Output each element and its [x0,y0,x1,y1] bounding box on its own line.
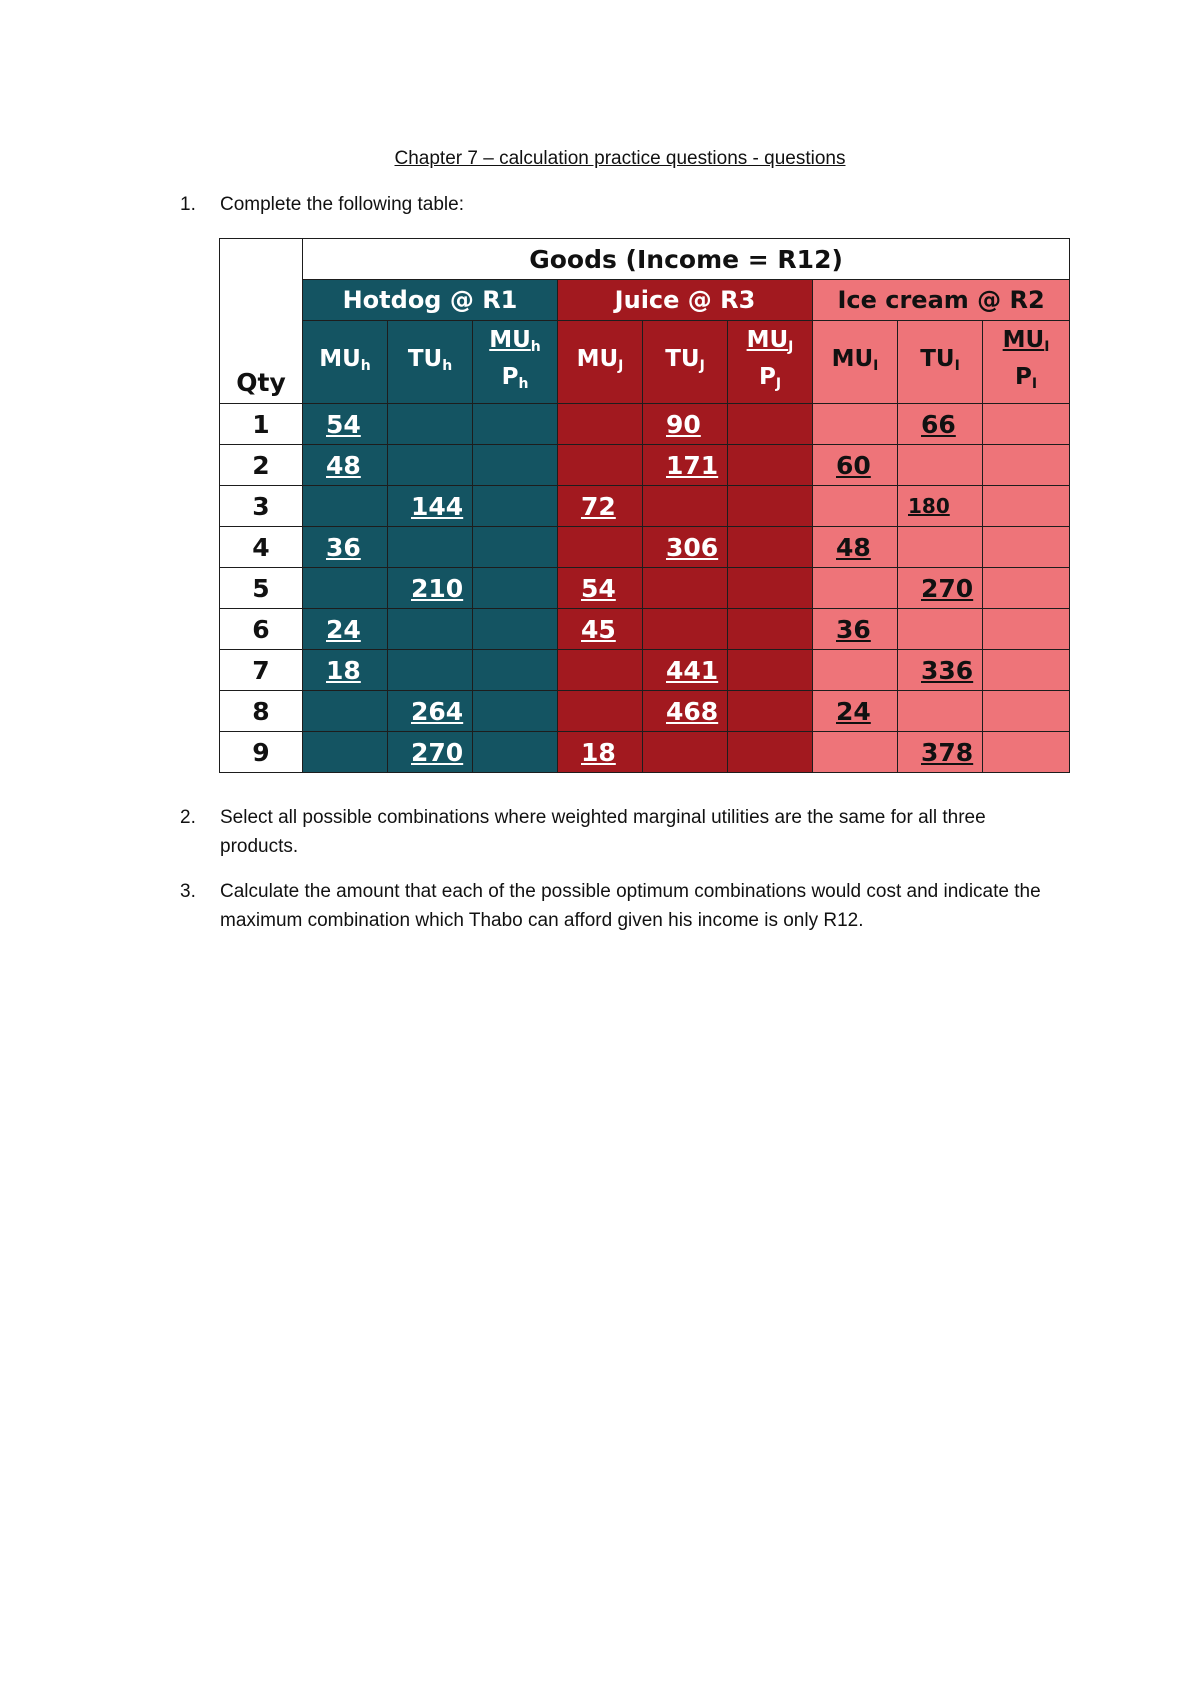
qty-cell: 6 [220,609,303,650]
mu-p-icecream-cell[interactable] [983,732,1070,773]
mu-icecream-cell[interactable]: 24 [813,691,898,732]
table-row [220,404,1070,445]
mu-icecream-cell[interactable]: 36 [813,609,898,650]
mu-p-hotdog-cell[interactable] [473,568,558,609]
mu-icecream-cell[interactable]: 48 [813,527,898,568]
mu-p-hotdog-cell[interactable] [473,609,558,650]
mu-hotdog-cell[interactable]: 48 [303,445,388,486]
tu-icecream-cell[interactable] [898,445,983,486]
mu-juice-cell[interactable] [558,650,643,691]
mu-icecream-header: $MU_I$ [813,321,898,404]
mu-juice-cell[interactable] [558,404,643,445]
table-row [220,527,1070,568]
juice-header: Juice @ R3 [558,280,813,321]
tu-icecream-cell[interactable]: 336 [898,650,983,691]
tu-hotdog-cell[interactable] [388,609,473,650]
tu-icecream-cell[interactable]: 270 [898,568,983,609]
tu-hotdog-cell[interactable]: 270 [388,732,473,773]
mu-hotdog-header: $MU_h$ [303,321,388,404]
mu-icecream-cell[interactable] [813,486,898,527]
mu-p-juice-cell[interactable] [728,445,813,486]
tu-hotdog-cell[interactable] [388,445,473,486]
mu-p-icecream-cell[interactable] [983,527,1070,568]
tu-icecream-cell[interactable]: 66 [898,404,983,445]
mu-hotdog-cell[interactable] [303,486,388,527]
mu-p-juice-cell[interactable] [728,568,813,609]
qty-cell: 1 [220,404,303,445]
tu-juice-cell[interactable] [643,732,728,773]
mu-juice-cell[interactable] [558,691,643,732]
mu-juice-cell[interactable] [558,445,643,486]
mu-juice-cell[interactable]: 18 [558,732,643,773]
mu-icecream-cell[interactable] [813,568,898,609]
tu-juice-cell[interactable]: 468 [643,691,728,732]
mu-hotdog-cell[interactable] [303,568,388,609]
qty-header: Qty [220,239,303,404]
mu-p-juice-cell[interactable] [728,650,813,691]
tu-hotdog-cell[interactable] [388,404,473,445]
mu-p-icecream-cell[interactable] [983,404,1070,445]
mu-p-juice-cell[interactable] [728,691,813,732]
table-row [220,445,1070,486]
question-text: Calculate the amount that each of the possible optimum combinations would cost and indicate the maximum combination which Thabo can afford given his income is only R12. [220,881,1041,931]
tu-hotdog-cell[interactable]: 264 [388,691,473,732]
qty-cell: 4 [220,527,303,568]
mu-p-juice-header: $MU_J$ $P_J$ [728,321,813,404]
mu-hotdog-cell[interactable] [303,732,388,773]
mu-p-hotdog-cell[interactable] [473,527,558,568]
mu-juice-cell[interactable]: 72 [558,486,643,527]
mu-p-juice-cell[interactable] [728,732,813,773]
mu-hotdog-cell[interactable]: 24 [303,609,388,650]
mu-p-hotdog-cell[interactable] [473,650,558,691]
mu-p-icecream-cell[interactable] [983,568,1070,609]
mu-p-juice-cell[interactable] [728,527,813,568]
tu-hotdog-cell[interactable] [388,527,473,568]
mu-hotdog-cell[interactable]: 36 [303,527,388,568]
mu-p-icecream-cell[interactable] [983,691,1070,732]
mu-juice-header: $MU_J$ [558,321,643,404]
table-body [220,404,1070,773]
question-text: Complete the following table: [220,194,464,215]
table-row [220,650,1070,691]
mu-p-icecream-cell[interactable] [983,650,1070,691]
mu-juice-cell[interactable]: 45 [558,609,643,650]
mu-p-hotdog-cell[interactable] [473,486,558,527]
goods-header: Goods (Income = R12) [303,239,1070,280]
question-number: 2. [180,807,196,828]
qty-cell: 2 [220,445,303,486]
tu-icecream-cell[interactable]: 180 [898,486,983,527]
qty-cell: 3 [220,486,303,527]
tu-hotdog-cell[interactable]: 144 [388,486,473,527]
icecream-header: Ice cream @ R2 [813,280,1070,321]
mu-hotdog-cell[interactable] [303,691,388,732]
mu-hotdog-cell[interactable]: 54 [303,404,388,445]
mu-p-hotdog-cell[interactable] [473,691,558,732]
tu-juice-cell[interactable] [643,609,728,650]
page-title: Chapter 7 – calculation practice questions - questions [394,148,846,169]
tu-hotdog-header: $TU_h$ [388,321,473,404]
tu-juice-cell[interactable] [643,486,728,527]
qty-cell: 5 [220,568,303,609]
tu-juice-cell[interactable]: 441 [643,650,728,691]
tu-icecream-cell[interactable] [898,527,983,568]
mu-p-hotdog-header: $MU_h$ $P_h$ [473,321,558,404]
mu-icecream-cell[interactable] [813,732,898,773]
mu-p-hotdog-cell[interactable] [473,445,558,486]
qty-cell: 8 [220,691,303,732]
tu-juice-cell[interactable]: 306 [643,527,728,568]
mu-p-icecream-cell[interactable] [983,486,1070,527]
table-row [220,609,1070,650]
mu-p-juice-cell[interactable] [728,404,813,445]
mu-p-icecream-header: $MU_I$ $P_I$ [983,321,1070,404]
mu-p-hotdog-cell[interactable] [473,732,558,773]
mu-p-icecream-cell[interactable] [983,609,1070,650]
utility-table [219,238,1070,773]
mu-juice-cell[interactable] [558,527,643,568]
table-row [220,732,1070,773]
hotdog-header: Hotdog @ R1 [303,280,558,321]
question-text: Select all possible combinations where weighted marginal utilities are the same for all three products. [220,807,986,857]
table-row [220,568,1070,609]
tu-juice-cell[interactable] [643,568,728,609]
mu-p-icecream-cell[interactable] [983,445,1070,486]
tu-hotdog-cell[interactable] [388,650,473,691]
mu-p-juice-cell[interactable] [728,609,813,650]
tu-icecream-cell[interactable] [898,691,983,732]
tu-juice-header: $TU_J$ [643,321,728,404]
question-number: 1. [180,194,196,215]
qty-cell: 7 [220,650,303,691]
tu-juice-cell[interactable]: 90 [643,404,728,445]
mu-p-hotdog-cell[interactable] [473,404,558,445]
tu-icecream-cell[interactable] [898,609,983,650]
mu-p-juice-cell[interactable] [728,486,813,527]
mu-hotdog-cell[interactable]: 18 [303,650,388,691]
mu-juice-cell[interactable]: 54 [558,568,643,609]
tu-icecream-cell[interactable]: 378 [898,732,983,773]
table-row [220,486,1070,527]
tu-icecream-header: $TU_I$ [898,321,983,404]
mu-icecream-cell[interactable] [813,404,898,445]
tu-hotdog-cell[interactable]: 210 [388,568,473,609]
mu-icecream-cell[interactable]: 60 [813,445,898,486]
qty-cell: 9 [220,732,303,773]
table-row [220,691,1070,732]
mu-icecream-cell[interactable] [813,650,898,691]
question-number: 3. [180,881,196,902]
tu-juice-cell[interactable]: 171 [643,445,728,486]
